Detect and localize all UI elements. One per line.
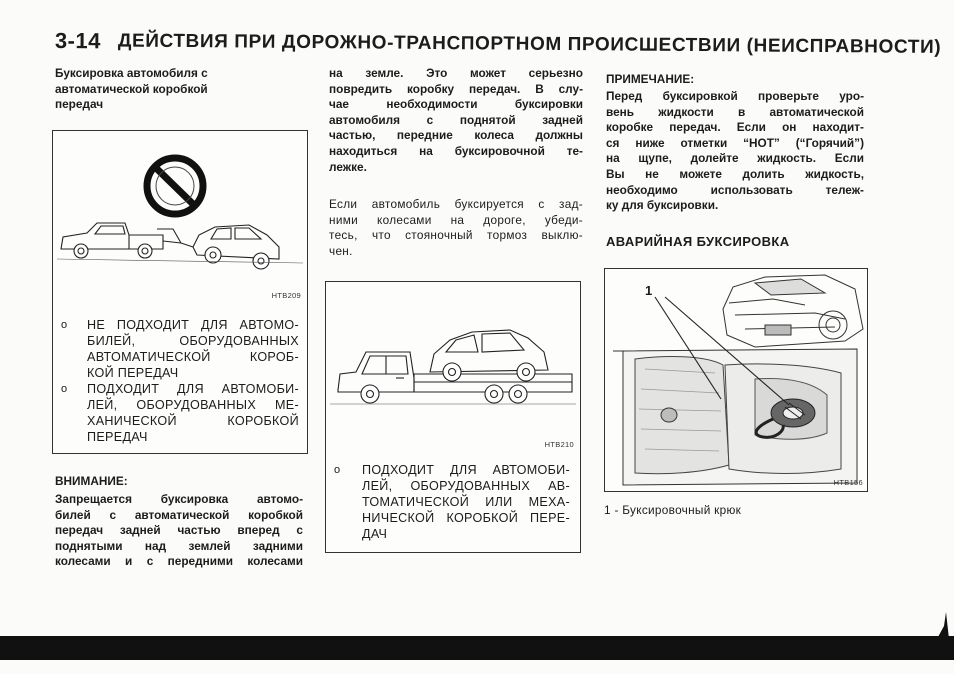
warning-line: Запрещается буксировка автомо- [55,492,303,506]
page-number: 3-14 [54,27,102,54]
section-title-towing-automatic [55,66,305,113]
figure-htb156 [604,268,868,492]
figure2-bullet-suitable [334,462,574,542]
pickup-truck-icon [61,223,193,258]
tow-hook-illustration [605,269,867,491]
text-line: чен. [329,243,353,258]
note-title: ПРИМЕЧАНИЕ: [606,72,695,86]
text-line: Если автомобиль буксируется с зад- [329,197,583,211]
bullet-line: НЕ ПОДХОДИТ ДЛЯ АВТОМО- [87,318,299,332]
page-title: ДЕЙСТВИЯ ПРИ ДОРОЖНО-ТРАНСПОРТНОМ ПРОИСШЕСТВИИ (НЕИСПРАВНОСТИ) [117,30,942,58]
warning-line: поднятыми над землей задними [55,538,303,553]
warning-title: ВНИМАНИЕ: [55,474,128,488]
text-line: автомобиля с поднятой задней [329,112,583,127]
prohibition-icon [147,158,203,214]
title-line: передач [55,97,104,112]
page-header [54,26,942,67]
text-line: ними колесами на дороге, убеди- [329,212,583,227]
figure3-caption: 1 - Буксировочный крюк [604,503,742,517]
figure-code: HTB156 [833,478,863,487]
warning-line: билей с автоматической коробкой [55,507,303,522]
note-line: ся ниже отметки “НОТ” (“Горячий”) [606,135,864,150]
bullet-line: ЛЕЙ, ОБОРУДОВАННЫХ АВ- [362,479,570,493]
tow-truck-wheel-lift-illustration [53,131,307,301]
parking-brake-text [329,197,583,259]
figure-code: HTB209 [271,291,301,300]
note-line: на щупе, долейте жидкость. Если [606,151,864,166]
note-line: Вы не можете долить жидкость, [606,166,864,181]
bullet-marker: o [334,464,341,476]
warning-line: передач задней частью вперед с [55,523,303,538]
bullet-marker: o [61,383,68,395]
figure1-bullet-not-suitable [61,317,301,381]
bullet-line: БИЛЕЙ, ОБОРУДОВАННЫХ [87,334,299,348]
emergency-towing-title: АВАРИЙНАЯ БУКСИРОВКА [606,234,790,249]
text-line: находиться на буксировочной те- [329,143,583,158]
bullet-line: ПОДХОДИТ ДЛЯ АВТОМОБИ- [87,382,299,396]
bullet-marker: o [61,319,68,331]
figure-code: HTB210 [544,440,574,449]
title-line: автоматической коробкой [55,81,208,96]
figure-htb209 [52,130,308,454]
bullet-line: КОЙ ПЕРЕДАЧ [87,366,179,380]
flatbed-truck-illustration [326,282,580,452]
text-line: тесь, что стояночный тормоз выклю- [329,228,583,243]
text-line: чае необходимости буксировки [329,97,583,112]
page-corner-shadow [920,608,954,648]
text-line: повредить коробку передач. В слу- [329,81,583,96]
warning-line: колесами и с передними колесами [55,554,303,569]
note-line: коробке передач. Если он находит- [606,120,864,135]
bullet-line: ТОМАТИЧЕСКОЙ ИЛИ МЕХА- [362,495,570,509]
text-line: на земле. Это может серьезно [329,66,583,80]
callout-number: 1 [645,283,653,298]
page-footer-bar [0,636,954,660]
note-line: Перед буксировкой проверьте уро- [606,89,864,103]
warning-continued-text [329,66,583,175]
bullet-line: ДАЧ [362,527,388,541]
bullet-line: АВТОМАТИЧЕСКОЙ КОРОБ- [87,350,299,364]
carried-car-icon [430,330,548,381]
bumper-closeup [613,349,857,485]
bullet-line: ПЕРЕДАЧ [87,430,148,444]
bullet-line: ПОДХОДИТ ДЛЯ АВТОМОБИ- [362,463,570,477]
title-line: Буксировка автомобиля с [55,66,208,80]
car-front-icon [723,275,863,347]
figure-htb210 [325,281,581,553]
note-text [606,89,864,214]
bullet-line: ХАНИЧЕСКОЙ КОРОБКОЙ [87,414,299,428]
figure1-bullet-list [61,317,301,445]
text-line: частью, передние колеса должны [329,128,583,143]
note-line: ку для буксировки. [606,198,719,213]
text-line: лежке. [329,159,367,174]
bullet-line: ЛЕЙ, ОБОРУДОВАННЫХ МЕ- [87,398,299,412]
bullet-line: НИЧЕСКОЙ КОРОБКОЙ ПЕРЕ- [362,511,570,525]
note-line: вень жидкости в автоматической [606,104,864,119]
warning-text [55,492,303,570]
note-line: необходимо использовать тележ- [606,182,864,197]
figure1-bullet-suitable [61,381,301,445]
